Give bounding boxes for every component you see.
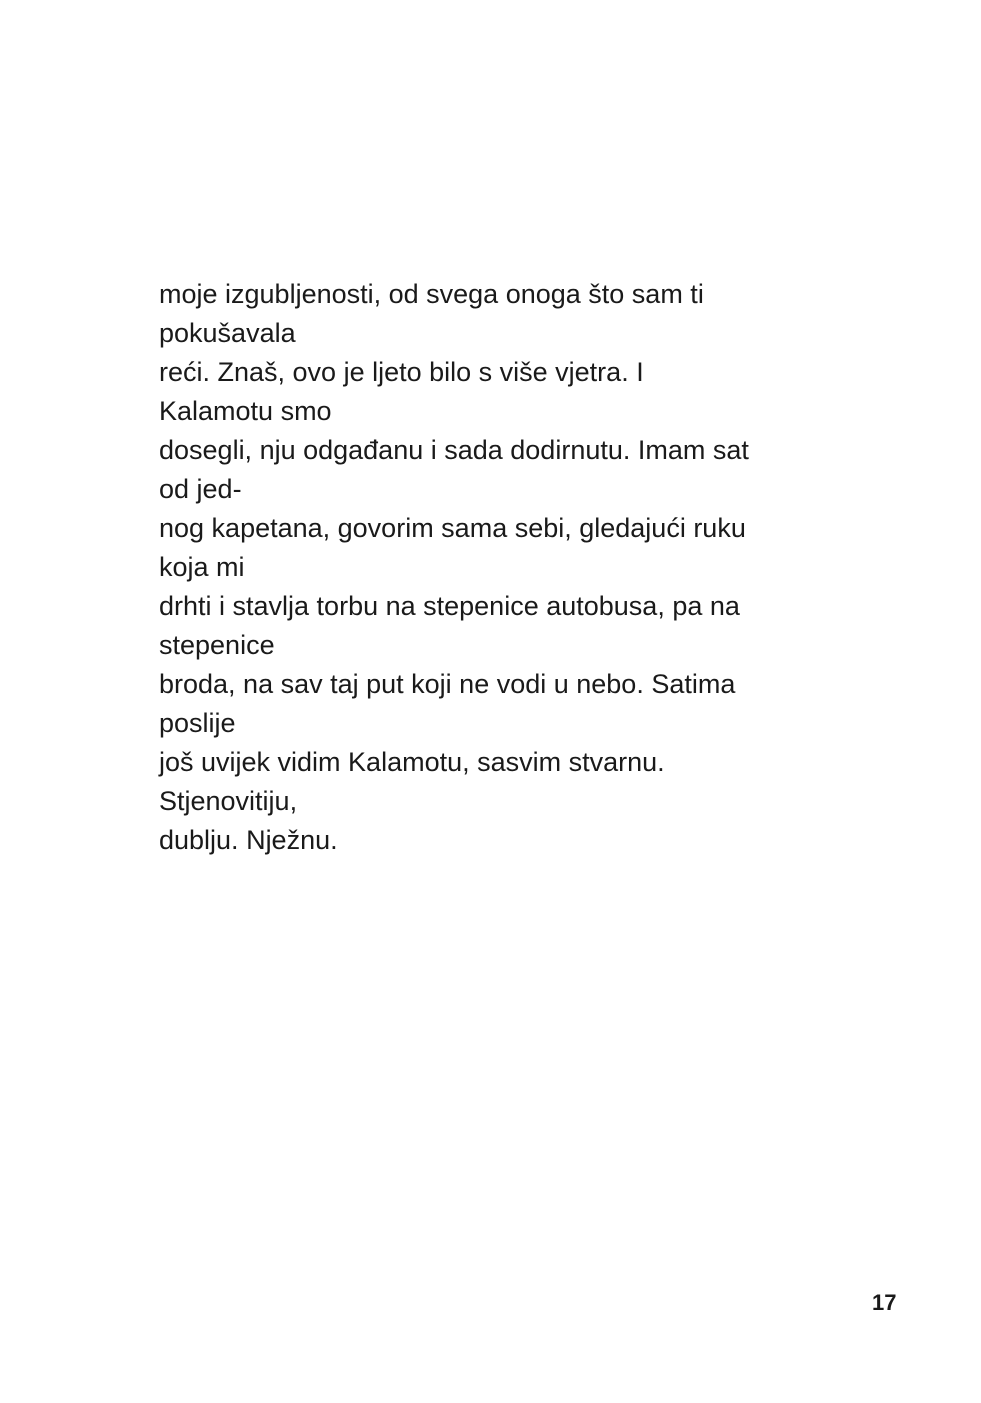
text-line: moje izgubljenosti, od svega onoga što sam ti [159,279,704,309]
text-line: Kalamotu smo [159,396,332,426]
body-text [159,275,839,860]
text-line: reći. Znaš, ovo je ljeto bilo s više vjetra. I [159,357,644,387]
text-line: nog kapetana, govorim sama sebi, gledajući ruku [159,513,746,543]
page-number: 17 [872,1290,897,1315]
text-line: dublju. Nježnu. [159,825,338,855]
text-line: dosegli, nju odgađanu i sada dodirnutu. Imam sat [159,435,749,465]
text-line: drhti i stavlja torbu na stepenice autobusa, pa na [159,591,740,621]
text-line: broda, na sav taj put koji ne vodi u nebo. Satima [159,669,736,699]
text-line: pokušavala [159,318,296,348]
text-line: još uvijek vidim Kalamotu, sasvim stvarnu. [159,747,665,777]
text-line: koja mi [159,552,245,582]
text-line: Stjenovitiju, [159,786,298,816]
text-line: od jed- [159,474,242,504]
text-line: poslije [159,708,236,738]
text-line: stepenice [159,630,275,660]
